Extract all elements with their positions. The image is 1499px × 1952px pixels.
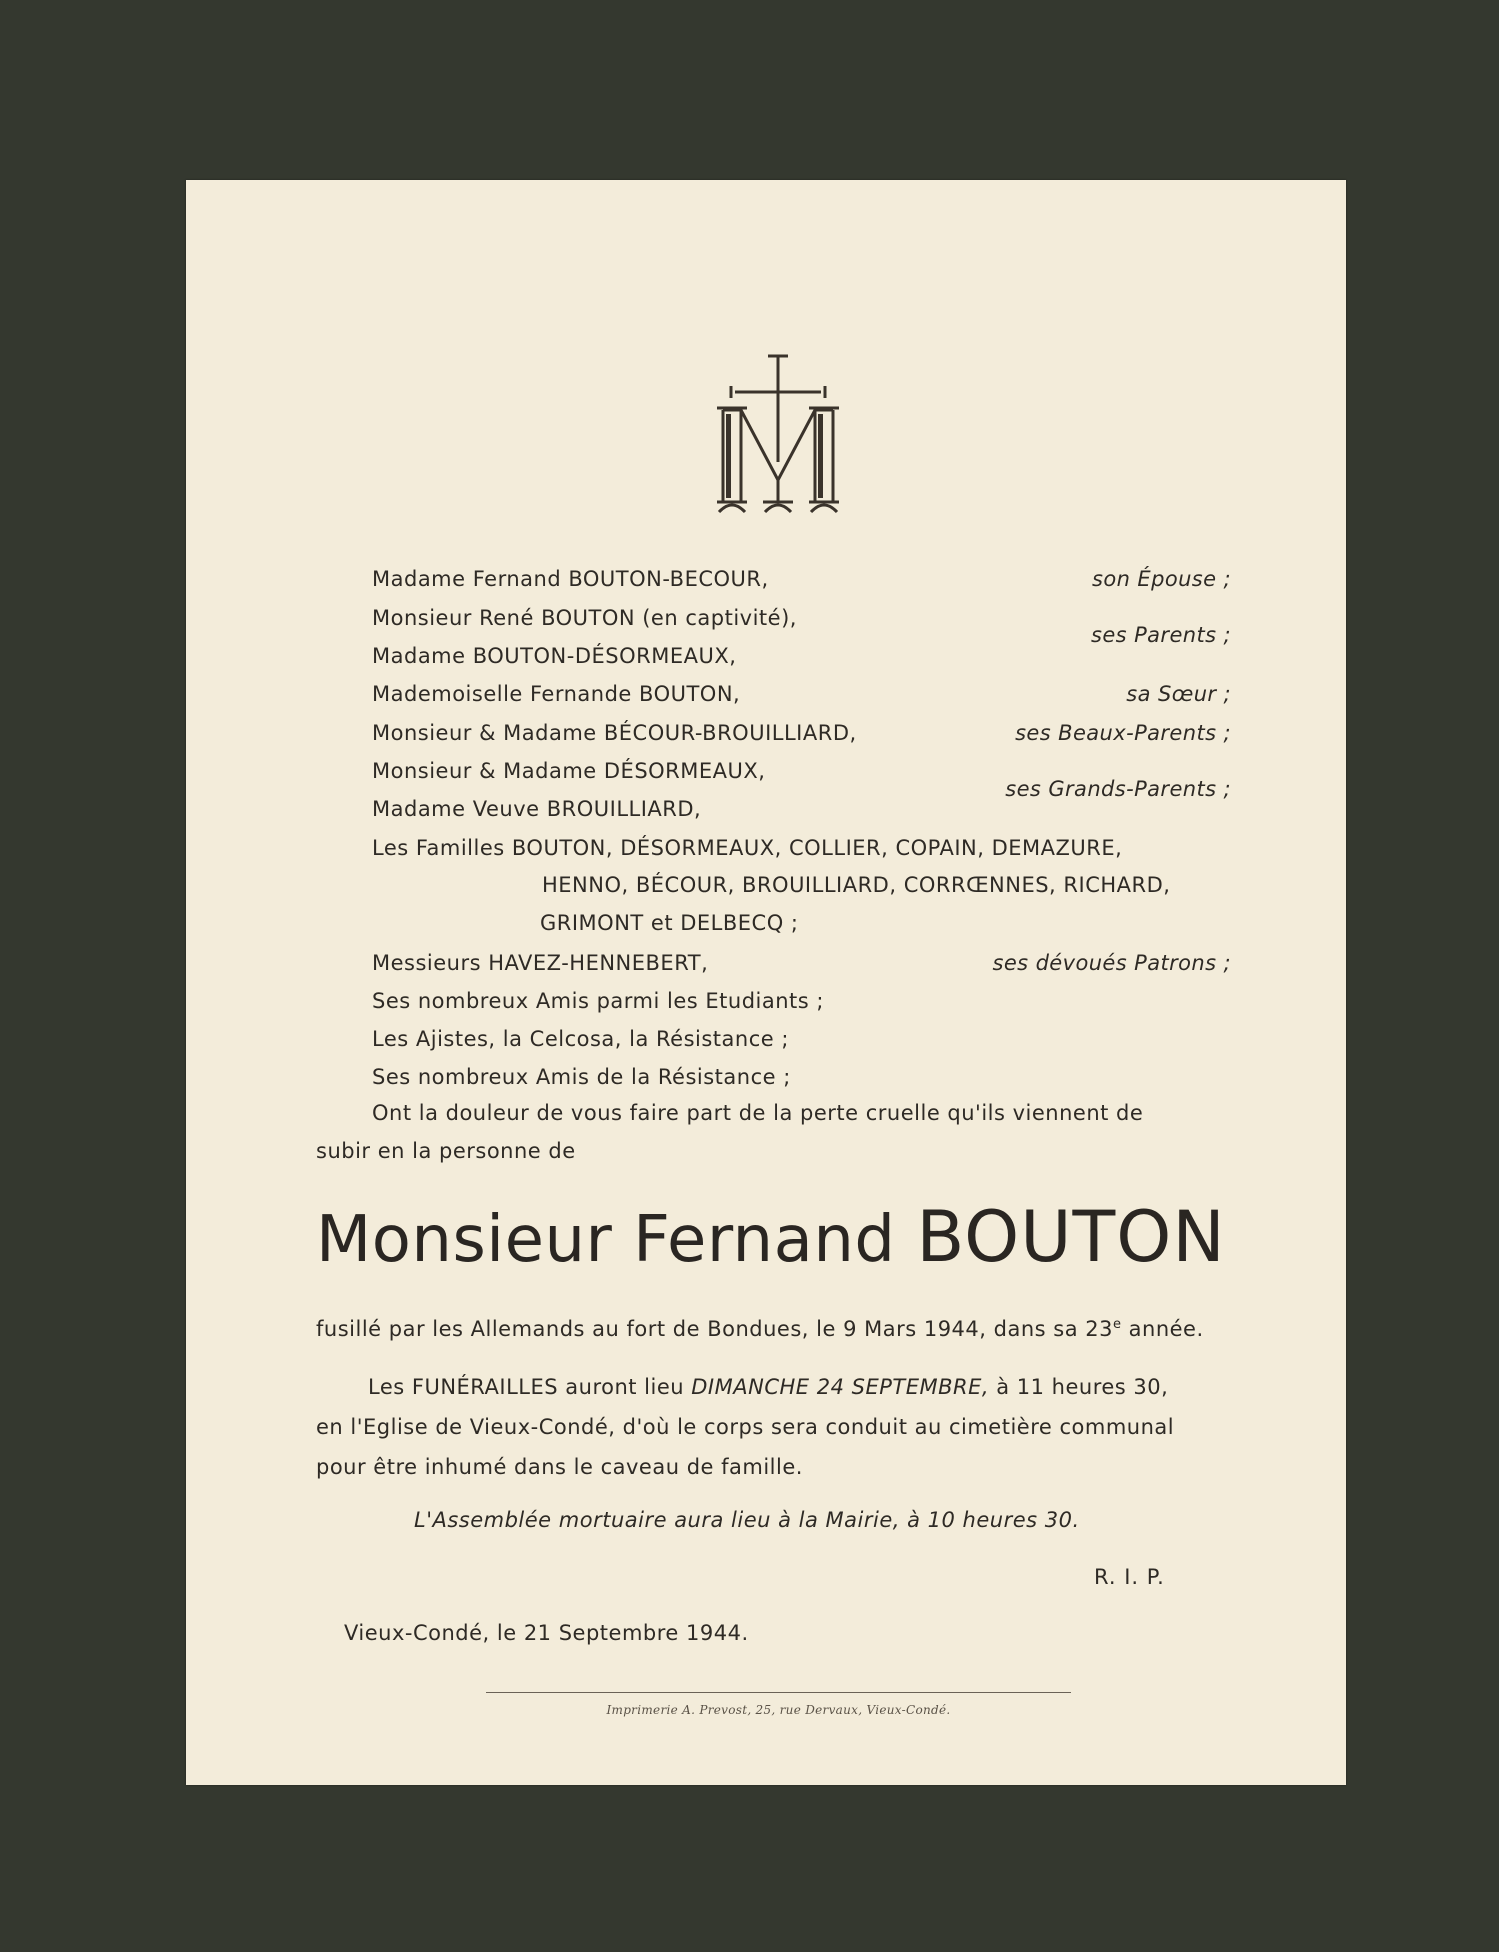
deceased-surname: BOUTON (916, 1196, 1226, 1278)
family-line: Monsieur & Madame DÉSORMEAUX, (372, 759, 766, 783)
funeral-part2: à 11 heures 30, (989, 1375, 1169, 1399)
family-line: GRIMONT et DELBECQ ; (540, 911, 799, 935)
relation-label: ses Grands-Parents ; (1005, 777, 1231, 801)
relation-label: ses dévoués Patrons ; (992, 951, 1231, 975)
assembly-line: L'Assemblée mortuaire aura lieu à la Mairie, à 10 heures 30. (414, 1508, 1080, 1532)
relation-label: son Épouse ; (1092, 567, 1231, 591)
family-line: Monsieur & Madame BÉCOUR-BROUILLIARD, (372, 721, 857, 745)
family-line: Les Ajistes, la Celcosa, la Résistance ; (372, 1027, 789, 1051)
funeral-date: DIMANCHE 24 SEPTEMBRE, (691, 1375, 990, 1399)
divider (486, 1692, 1071, 1693)
family-line: HENNO, BÉCOUR, BROUILLIARD, CORRŒNNES, RICHARD, (542, 873, 1171, 897)
rip-label: R. I. P. (1094, 1565, 1165, 1589)
funeral-line: en l'Eglise de Vieux-Condé, d'où le corps sera conduit au cimetière communal (316, 1415, 1175, 1439)
announcement-line: Ont la douleur de vous faire part de la perte cruelle qu'ils viennent de (372, 1101, 1144, 1125)
relation-label: sa Sœur ; (1126, 682, 1231, 706)
family-line: Mademoiselle Fernande BOUTON, (372, 682, 741, 706)
family-line: Ses nombreux Amis parmi les Etudiants ; (372, 989, 824, 1013)
announcement-line: subir en la personne de (316, 1139, 576, 1163)
place-date: Vieux-Condé, le 21 Septembre 1944. (344, 1621, 749, 1645)
deceased-prefix: Monsieur Fernand (316, 1203, 896, 1277)
family-line: Les Familles BOUTON, DÉSORMEAUX, COLLIER, COPAIN, DEMAZURE, (372, 836, 1123, 860)
family-line: Madame Veuve BROUILLIARD, (372, 797, 702, 821)
relation-label: ses Beaux-Parents ; (1015, 721, 1231, 745)
deceased-name (316, 1196, 1226, 1278)
family-line: Messieurs HAVEZ-HENNEBERT, (372, 951, 709, 975)
funeral-notice-card (186, 180, 1346, 1785)
relation-label: ses Parents ; (1091, 623, 1231, 647)
funeral-line: pour être inhumé dans le caveau de famille. (316, 1455, 803, 1479)
printer-imprint: Imprimerie A. Prevost, 25, rue Dervaux, Vieux-Condé. (606, 1703, 951, 1717)
funeral-part1: Les FUNÉRAILLES auront lieu (368, 1375, 692, 1399)
death-suffix: année. (1121, 1317, 1204, 1341)
family-line: Madame BOUTON-DÉSORMEAUX, (372, 644, 737, 668)
funeral-line (368, 1375, 1168, 1399)
cross-monogram-icon (713, 352, 843, 514)
death-line (316, 1317, 1204, 1341)
family-line: Ses nombreux Amis de la Résistance ; (372, 1065, 791, 1089)
death-text: fusillé par les Allemands au fort de Bondues, le 9 Mars 1944, dans sa 23 (316, 1317, 1113, 1341)
family-line: Madame Fernand BOUTON-BECOUR, (372, 567, 769, 591)
family-line: Monsieur René BOUTON (en captivité), (372, 606, 797, 630)
death-superscript: e (1112, 1317, 1122, 1332)
